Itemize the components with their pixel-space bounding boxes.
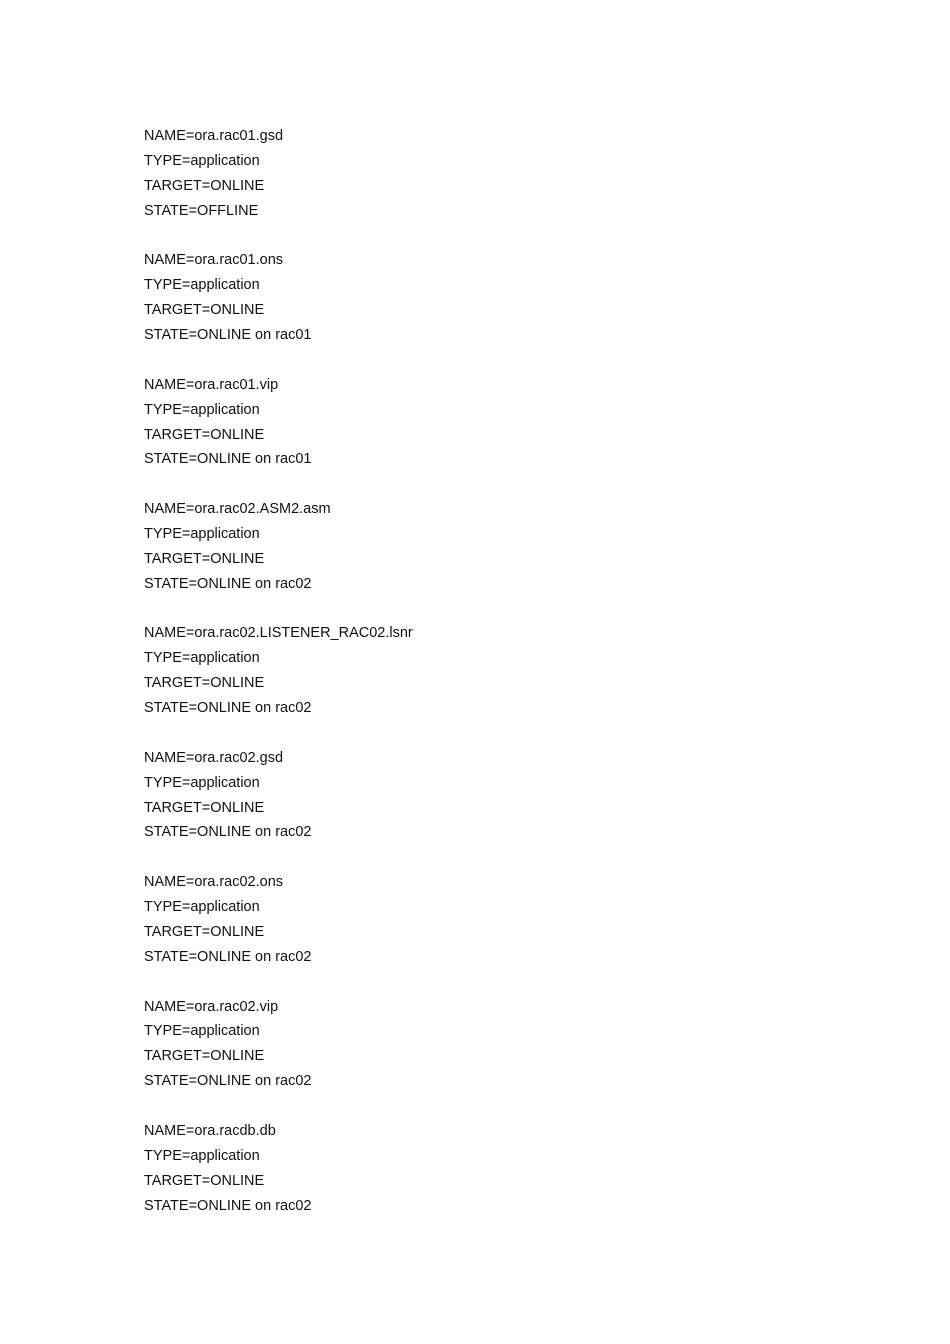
resource-block: [144, 1119, 844, 1219]
resource-state: STATE=ONLINE on rac02: [144, 700, 312, 717]
resource-type: TYPE=application: [144, 1023, 260, 1040]
resource-type: TYPE=application: [144, 774, 260, 791]
resource-type: TYPE=application: [144, 899, 260, 916]
resource-state: STATE=ONLINE on rac02: [144, 575, 312, 592]
resource-target: TARGET=ONLINE: [144, 550, 265, 567]
resource-target: TARGET=ONLINE: [144, 177, 265, 194]
resource-block: [144, 248, 844, 348]
resource-block: [144, 124, 844, 224]
resource-type: TYPE=application: [144, 1147, 260, 1164]
resource-state: STATE=ONLINE on rac01: [144, 451, 312, 468]
resource-state: STATE=ONLINE on rac02: [144, 1073, 312, 1090]
resource-target: TARGET=ONLINE: [144, 923, 265, 940]
resource-name: NAME=ora.rac02.LISTENER_RAC02.lsnr: [144, 625, 413, 642]
resource-block: [144, 497, 844, 597]
resource-target: TARGET=ONLINE: [144, 799, 265, 816]
resource-name: NAME=ora.rac02.ons: [144, 874, 284, 891]
resource-type: TYPE=application: [144, 650, 260, 667]
resource-name: NAME=ora.rac02.gsd: [144, 749, 284, 766]
resource-name: NAME=ora.rac01.vip: [144, 376, 279, 393]
resource-type: TYPE=application: [144, 152, 260, 169]
resource-target: TARGET=ONLINE: [144, 426, 265, 443]
resource-target: TARGET=ONLINE: [144, 675, 265, 692]
resource-block: [144, 870, 844, 970]
resource-block: [144, 746, 844, 846]
resource-target: TARGET=ONLINE: [144, 302, 265, 319]
resource-name: NAME=ora.rac02.vip: [144, 998, 279, 1015]
resource-name: NAME=ora.rac02.ASM2.asm: [144, 501, 331, 518]
resource-type: TYPE=application: [144, 525, 260, 542]
resource-type: TYPE=application: [144, 401, 260, 418]
resource-target: TARGET=ONLINE: [144, 1172, 265, 1189]
resource-name: NAME=ora.rac01.gsd: [144, 128, 284, 144]
resource-type: TYPE=application: [144, 277, 260, 294]
resource-name: NAME=ora.rac01.ons: [144, 252, 284, 269]
resource-block: [144, 373, 844, 473]
resource-state: STATE=OFFLINE: [144, 202, 259, 219]
resource-target: TARGET=ONLINE: [144, 1048, 265, 1065]
resource-state: STATE=ONLINE on rac02: [144, 1197, 312, 1214]
resource-block: [144, 621, 844, 721]
resource-state: STATE=ONLINE on rac02: [144, 948, 312, 965]
resource-block: [144, 995, 844, 1095]
resource-state: STATE=ONLINE on rac02: [144, 824, 312, 841]
resource-state: STATE=ONLINE on rac01: [144, 327, 312, 344]
resource-name: NAME=ora.racdb.db: [144, 1122, 276, 1139]
resource-listing: [144, 124, 844, 1243]
